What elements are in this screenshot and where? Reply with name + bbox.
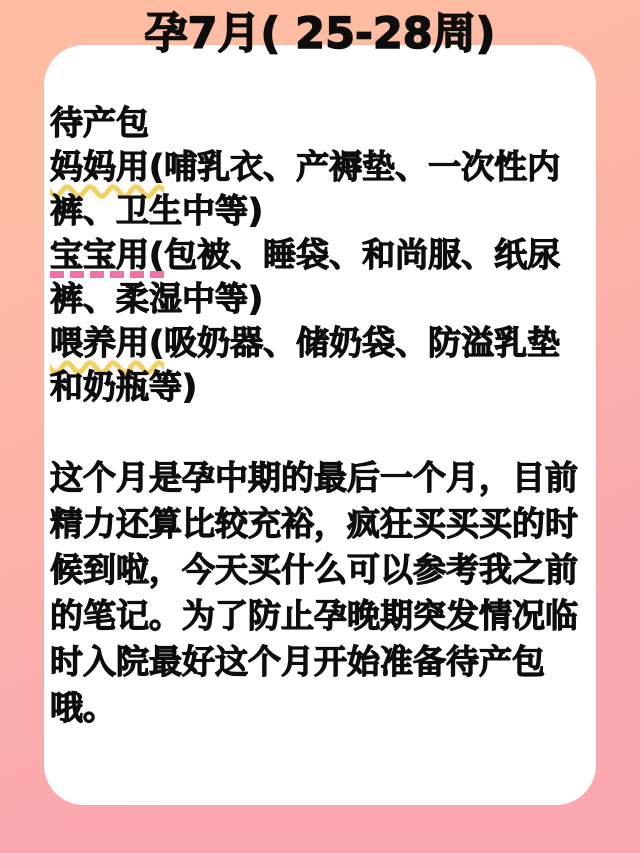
list-item-feeding	[50, 321, 590, 409]
section-heading: 待产包	[50, 103, 149, 142]
highlight-baby-label: 宝宝用(	[50, 235, 165, 274]
content-card	[44, 45, 596, 805]
list-item-baby-text: 包被、睡袋、和尚服、纸尿裤、柔湿中等)	[50, 235, 561, 318]
page-title: 孕7月( 25-28周)	[144, 9, 496, 59]
list-item-mom	[50, 145, 590, 233]
list-item-feeding-text: 吸奶器、储奶袋、防溢乳垫和奶瓶等)	[50, 323, 561, 406]
hospital-bag-list	[50, 101, 590, 409]
list-item-baby	[50, 233, 590, 321]
list-item-mom-text: 哺乳衣、产褥垫、一次性内裤、卫生中等)	[50, 147, 561, 230]
notes-paragraph: 这个月是孕中期的最后一个月，目前精力还算比较充裕，疯狂买买买的时候到啦，今天买什么可以参考我之前的笔记。为了防止孕晚期突发情况临时入院最好这个月开始准备待产包哦。	[50, 458, 578, 727]
highlight-mom-label: 妈妈用(	[50, 147, 165, 186]
highlight-feeding-label: 喂养用(	[50, 323, 165, 362]
